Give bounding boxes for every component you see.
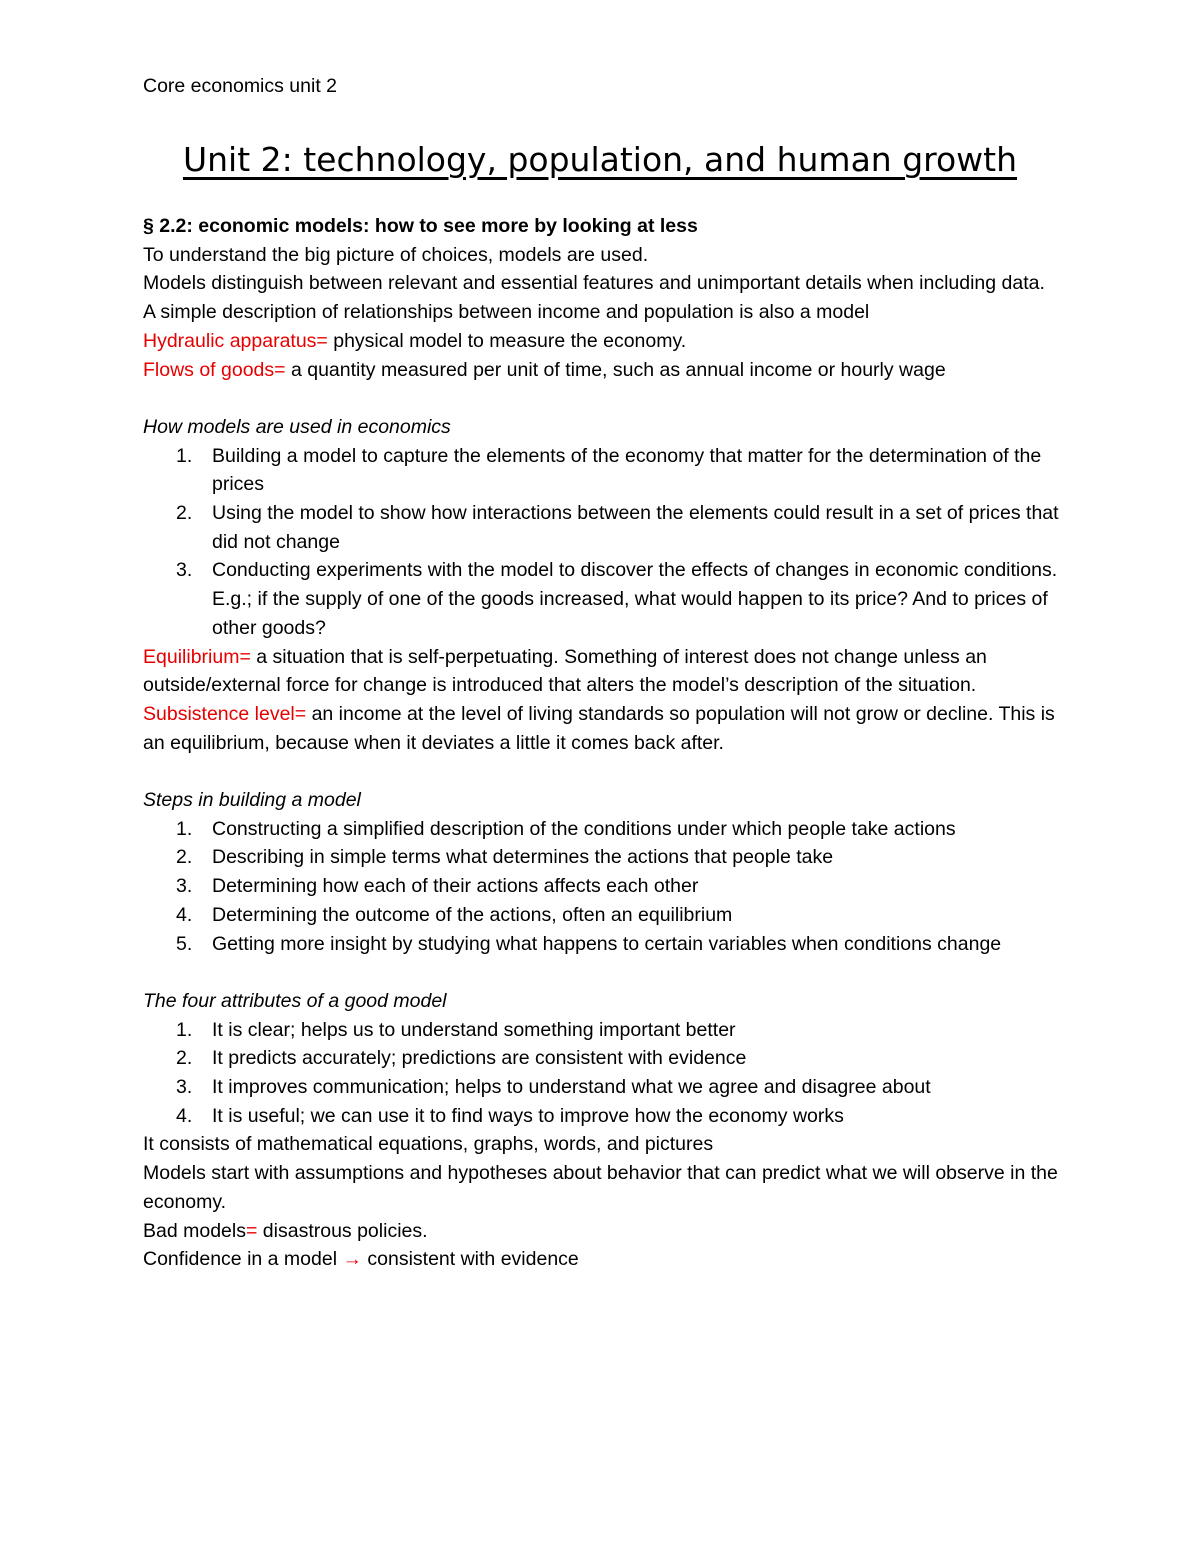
bad-models-text: disastrous policies.	[257, 1219, 428, 1242]
definition-term: Hydraulic apparatus=	[143, 329, 328, 352]
confidence-term: Confidence in a model	[143, 1248, 343, 1271]
confidence-line	[143, 1245, 1063, 1274]
spacer	[143, 384, 1063, 413]
list-item-text: Determining the outcome of the actions, often an equilibrium	[212, 903, 733, 926]
page-header: Core economics unit 2	[143, 75, 338, 97]
list-item-text: It improves communication; helps to understand what we agree and disagree about	[212, 1076, 931, 1099]
list-item	[143, 872, 1063, 901]
list-item-text: Getting more insight by studying what happens to certain variables when conditions change	[212, 932, 1002, 955]
list-item	[143, 1102, 1063, 1131]
list-number: 1.	[176, 444, 193, 467]
list-number: 2.	[176, 502, 193, 525]
definition-term: Equilibrium=	[143, 645, 251, 668]
list-number: 4.	[176, 1104, 193, 1127]
definition-term: Flows of goods=	[143, 358, 286, 381]
outro-line: It consists of mathematical equations, graphs, words, and pictures	[143, 1133, 714, 1156]
list-heading-steps: Steps in building a model	[143, 789, 361, 812]
list-item	[143, 1016, 1063, 1045]
page-title: Unit 2: technology, population, and human growth	[182, 140, 1018, 179]
intro-line: Models distinguish between relevant and essential features and unimportant details when including data.	[143, 272, 1045, 295]
list-item-text: Using the model to show how interactions between the elements could result in a set of prices that did not change	[212, 502, 1059, 553]
spacer	[143, 757, 1063, 786]
list-item	[143, 1044, 1063, 1073]
list-item-text: Determining how each of their actions affects each other	[212, 875, 699, 898]
list-item-text: Building a model to capture the elements of the economy that matter for the determination of the prices	[212, 444, 1042, 496]
definition-flows-of-goods	[143, 356, 1063, 385]
bad-models-term: Bad models	[143, 1219, 246, 1242]
section-heading: § 2.2: economic models: how to see more by looking at less	[143, 215, 698, 237]
outro-line: Models start with assumptions and hypotheses about behavior that can predict what we will observe in the economy.	[143, 1162, 1058, 1213]
list-number: 3.	[176, 559, 193, 582]
numbered-list-steps	[143, 815, 1063, 959]
intro-line: To understand the big picture of choices, models are used.	[143, 243, 649, 266]
list-number: 3.	[176, 875, 193, 898]
list-item-text: It predicts accurately; predictions are consistent with evidence	[212, 1047, 747, 1070]
list-item	[143, 442, 1063, 499]
definition-text: a quantity measured per unit of time, such as annual income or hourly wage	[285, 358, 946, 381]
arrow-right-icon: →	[342, 1248, 362, 1271]
definition-term: Subsistence level=	[143, 702, 307, 725]
definition-subsistence-level	[143, 700, 1063, 757]
numbered-list-attributes	[143, 1016, 1063, 1131]
definition-text: an income at the level of living standards so population will not grow or decline. This is an equilibrium, because when it deviates a little it comes back after.	[143, 702, 1055, 754]
list-item	[143, 843, 1063, 872]
list-number: 5.	[176, 932, 193, 955]
list-item	[143, 815, 1063, 844]
list-item	[143, 556, 1063, 642]
document-body	[143, 212, 1063, 1274]
list-item-text: It is useful; we can use it to find ways to improve how the economy works	[212, 1104, 844, 1127]
bad-models-line	[143, 1217, 1063, 1246]
list-item	[143, 1073, 1063, 1102]
list-heading-models-used: How models are used in economics	[143, 415, 451, 438]
list-number: 1.	[176, 817, 193, 840]
list-item-text: Describing in simple terms what determines the actions that people take	[212, 846, 834, 869]
list-item-text: Constructing a simplified description of the conditions under which people take actions	[212, 817, 956, 840]
list-heading-attributes: The four attributes of a good model	[143, 989, 447, 1012]
numbered-list-models-used	[143, 442, 1063, 643]
list-item-text: Conducting experiments with the model to discover the effects of changes in economic conditions. E.g.; if the supply of one of the goods increased, what would happen to its price? And to prices of other goods?	[212, 559, 1058, 639]
definition-equilibrium	[143, 643, 1063, 700]
list-number: 1.	[176, 1018, 193, 1041]
list-item	[143, 930, 1063, 959]
list-number: 2.	[176, 846, 193, 869]
list-item	[143, 901, 1063, 930]
spacer	[143, 958, 1063, 987]
list-number: 4.	[176, 903, 193, 926]
definition-text: a situation that is self-perpetuating. Something of interest does not change unless an outside/external force for change is introduced that alters the model’s description of the situation.	[143, 645, 987, 697]
confidence-text: consistent with evidence	[361, 1248, 579, 1271]
list-item-text: It is clear; helps us to understand something important better	[212, 1018, 736, 1041]
definition-hydraulic-apparatus	[143, 327, 1063, 356]
list-item	[143, 499, 1063, 556]
list-number: 2.	[176, 1047, 193, 1070]
definition-text: physical model to measure the economy.	[327, 329, 687, 352]
equals-sign: =	[245, 1219, 258, 1242]
intro-line: A simple description of relationships between income and population is also a model	[143, 301, 870, 324]
list-number: 3.	[176, 1076, 193, 1099]
